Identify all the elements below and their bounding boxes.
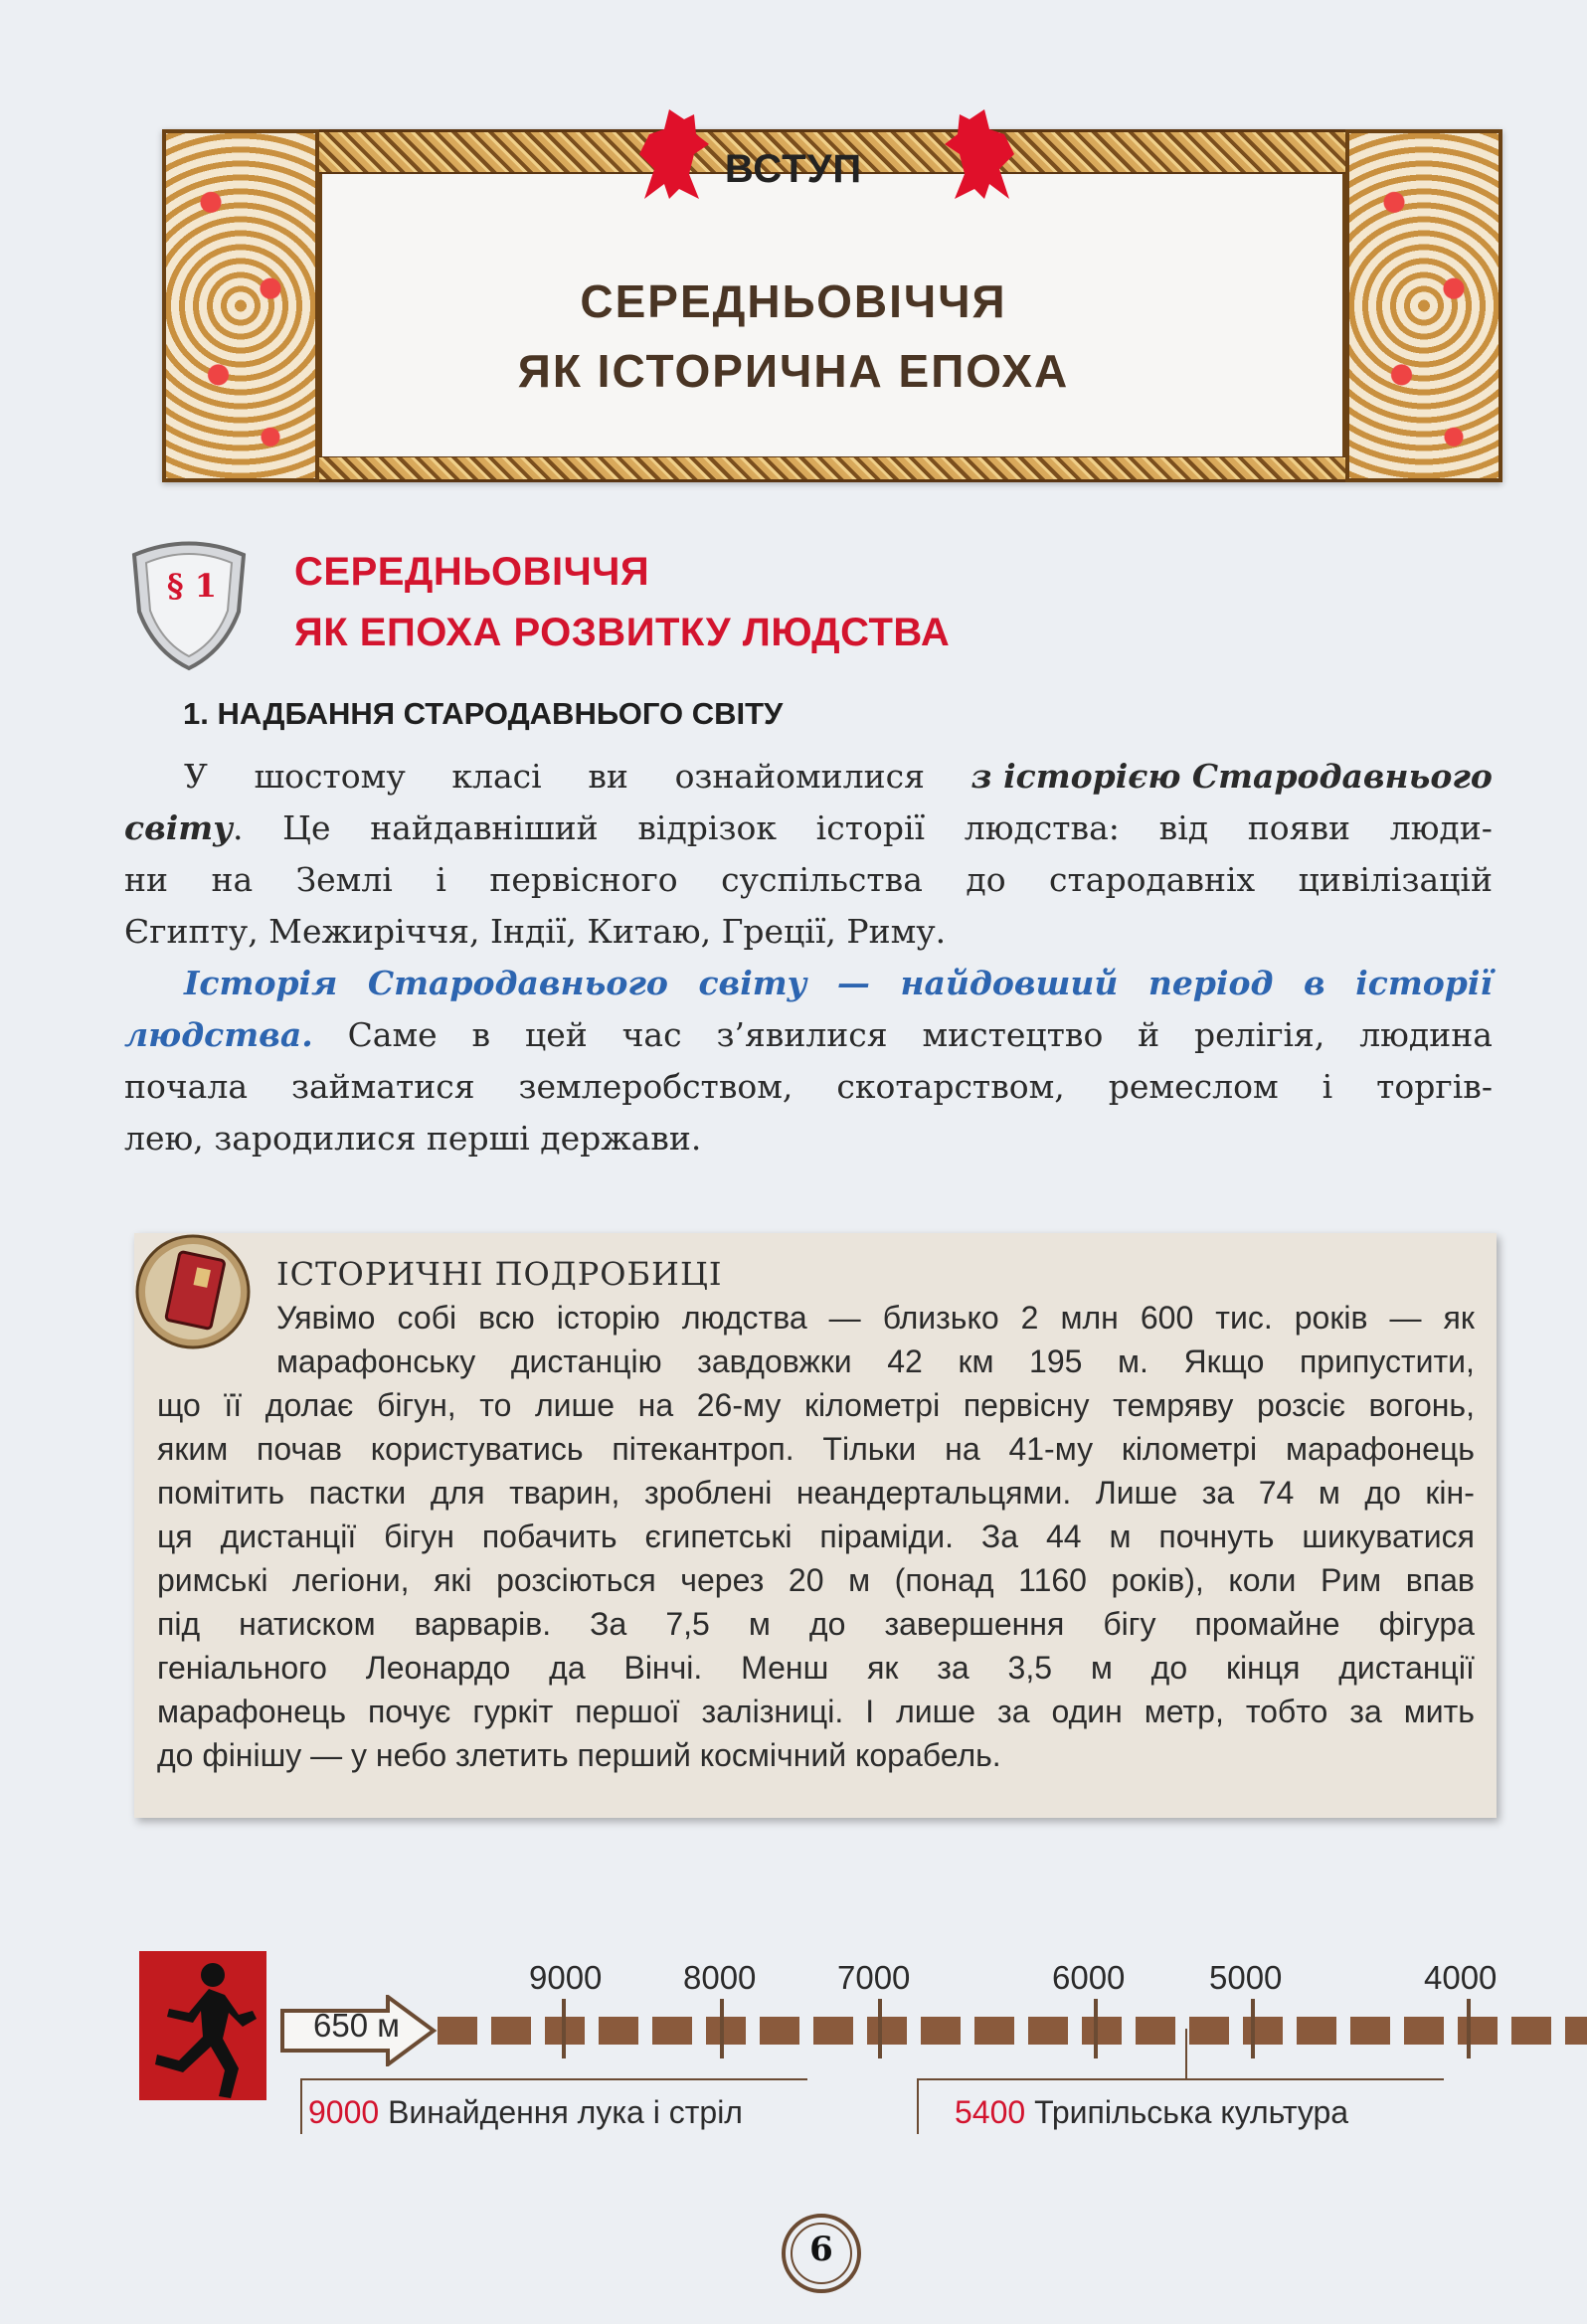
- timeline-year-label: 9000: [529, 1959, 603, 1996]
- details-title: ІСТОРИЧНІ ПОДРОБИЦІ: [276, 1255, 723, 1293]
- timeline-segment: [1082, 2017, 1122, 2045]
- chapter-kicker: ВСТУП: [724, 147, 863, 191]
- timeline-segment: [1458, 2017, 1498, 2045]
- timeline-track: [438, 2015, 1587, 2047]
- chapter-title-line1: СЕРЕДНЬОВІЧЧЯ: [580, 275, 1007, 327]
- details-line: марафонську дистанцію завдовжки 42 км 195 м. Якщо припустити,: [276, 1343, 1475, 1379]
- timeline-year-label: 5000: [1209, 1959, 1283, 1996]
- timeline-segment: [1565, 2017, 1587, 2045]
- timeline-segment: [1189, 2017, 1229, 2045]
- timeline-segment: [706, 2017, 746, 2045]
- event-bracket: [300, 2078, 302, 2134]
- chapter-title-line2: ЯК ІСТОРИЧНА ЕПОХА: [517, 345, 1070, 397]
- timeline-tick: [1094, 1999, 1098, 2058]
- timeline-segment: [1243, 2017, 1283, 2045]
- event-year: 9000: [308, 2094, 380, 2130]
- p2-line3: почала займатися землеробством, скотарством, ремеслом і торгів-: [124, 1067, 1493, 1106]
- page-number-badge: [778, 2210, 865, 2297]
- section-title-line1: СЕРЕДНЬОВІЧЧЯ: [294, 550, 650, 594]
- page-number: 6: [809, 2230, 833, 2269]
- event-bracket: [300, 2078, 807, 2080]
- timeline-segment: [813, 2017, 853, 2045]
- timeline-arrow-label: 650 м: [313, 2007, 400, 2044]
- timeline-tick: [562, 1999, 566, 2058]
- p1-line4: Єгипту, Межиріччя, Індії, Китаю, Греції, Риму.: [124, 912, 947, 951]
- timeline-segment: [867, 2017, 907, 2045]
- timeline-segment: [921, 2017, 961, 2045]
- section-number: § 1: [166, 567, 218, 605]
- timeline-segment: [438, 2017, 477, 2045]
- details-line: Уявімо собі всю історію людства — близько 2 млн 600 тис. років — як: [276, 1300, 1475, 1336]
- timeline-year-label: 8000: [683, 1959, 757, 1996]
- timeline-segment: [1028, 2017, 1068, 2045]
- event-year: 5400: [955, 2094, 1026, 2130]
- details-line-last: до фінішу — у небо злетить перший космічний корабель.: [157, 1737, 1001, 1773]
- timeline-segment: [1511, 2017, 1551, 2045]
- details-line: під натиском варварів. За 7,5 м до завершення бігу промайне фігура: [157, 1606, 1475, 1642]
- timeline-tick: [720, 1999, 724, 2058]
- event-bracket: [917, 2078, 1444, 2080]
- timeline-segment: [1404, 2017, 1444, 2045]
- timeline-segment: [974, 2017, 1014, 2045]
- runner-icon-box: [139, 1951, 266, 2100]
- timeline-segment: [760, 2017, 799, 2045]
- p1-line1: У шостому класі ви ознайомилися з історією Стародавнього: [124, 751, 1493, 803]
- details-line: що її долає бігун, то лише на 26-му кілометрі первісну темряву розсіє вогонь,: [157, 1387, 1475, 1423]
- term-ancient-history: з історією Стародавнього: [970, 757, 1493, 796]
- body-text: [124, 751, 1493, 1164]
- p2-line2: людства. Саме в цей час з’явилися мистецтво й релігія, людина: [124, 1015, 1493, 1054]
- event-bracket: [917, 2078, 919, 2134]
- timeline-event: [308, 2088, 743, 2136]
- timeline-segment: [652, 2017, 692, 2045]
- timeline-tick: [878, 1999, 882, 2058]
- timeline-event: [955, 2088, 1348, 2136]
- timeline-segment: [1297, 2017, 1336, 2045]
- details-line: помітить пастки для тварин, зроблені неандертальцями. Лише за 74 м до кін-: [157, 1475, 1475, 1511]
- p2-line1: Історія Стародавнього світу — найдовший період в історії: [184, 964, 1493, 1002]
- subsection-heading: 1. НАДБАННЯ СТАРОДАВНЬОГО СВІТУ: [183, 696, 784, 731]
- p1-line3: ни на Землі і первісного суспільства до стародавніх цивілізацій: [124, 860, 1493, 899]
- event-label: Винайдення лука і стріл: [388, 2094, 743, 2130]
- details-line: геніального Леонардо да Вінчі. Менш як за 3,5 м до кінця дистанції: [157, 1650, 1475, 1686]
- details-line: римські легіони, які розсіються через 20 м (понад 1160 років), коли Рим впав: [157, 1562, 1475, 1598]
- details-line: яким почав користуватись пітекантроп. Тільки на 41-му кілометрі марафонець: [157, 1431, 1475, 1467]
- event-marker: [1185, 2029, 1187, 2080]
- timeline-segment: [599, 2017, 638, 2045]
- timeline-segment: [1350, 2017, 1390, 2045]
- p1-line2: світу. Це найдавніший відрізок історії людства: від появи люди-: [124, 808, 1493, 847]
- details-line: ця дистанції бігун побачить єгипетські піраміди. За 44 м почнуть шикуватися: [157, 1519, 1475, 1554]
- event-label: Трипільська культура: [1034, 2094, 1349, 2130]
- p2-line4: лею, зародилися перші держави.: [124, 1119, 702, 1158]
- timeline-year-label: 7000: [837, 1959, 911, 1996]
- chapter-title: [0, 267, 1587, 406]
- timeline-year-label: 4000: [1424, 1959, 1498, 1996]
- timeline-tick: [1251, 1999, 1255, 2058]
- timeline-segment: [1136, 2017, 1175, 2045]
- section-title-line2: ЯК ЕПОХА РОЗВИТКУ ЛЮДСТВА: [294, 611, 951, 654]
- timeline-tick: [1467, 1999, 1471, 2058]
- runner-icon: [139, 1951, 266, 2100]
- banner-knot-border-bottom: [162, 454, 1502, 482]
- timeline-year-label: 6000: [1052, 1959, 1126, 1996]
- details-text: [157, 1296, 1475, 1777]
- section-title: [294, 542, 950, 663]
- details-line: марафонець почує гуркіт першої залізниці. І лише за один метр, тобто за мить: [157, 1694, 1475, 1729]
- timeline-segment: [491, 2017, 531, 2045]
